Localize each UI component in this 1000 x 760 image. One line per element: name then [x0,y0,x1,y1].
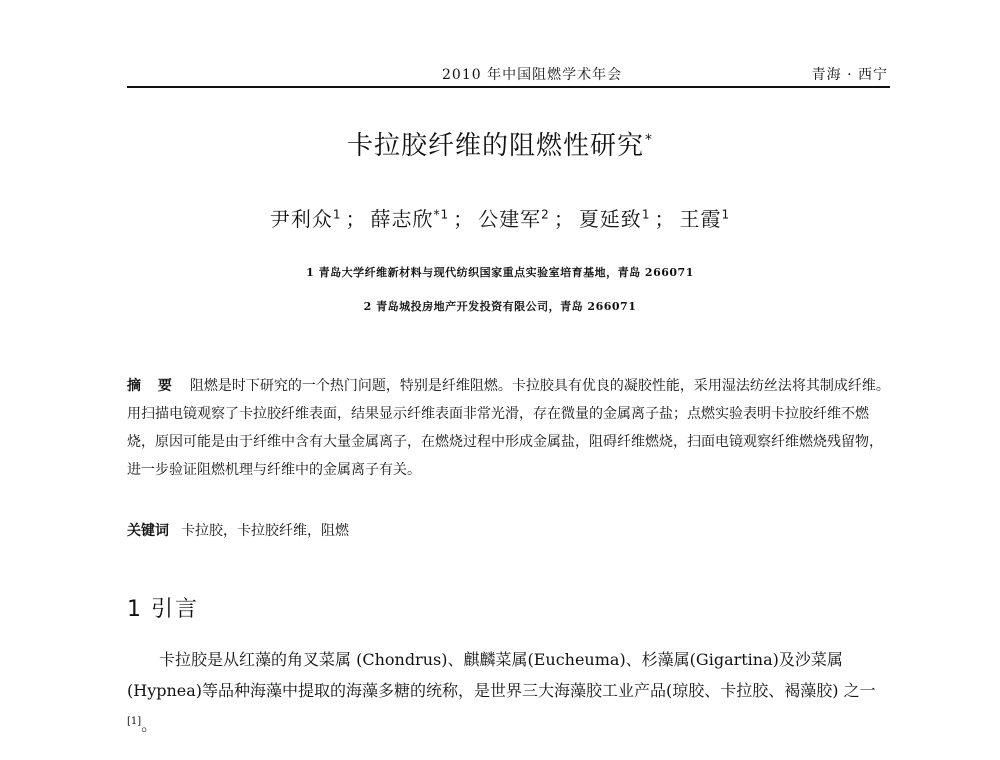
author-list [0,203,1000,232]
keywords-label: 关键词 [127,523,169,539]
author-affiliation-mark: 1 [641,207,651,222]
conference-name: 2010 年中国阻燃学术年会 [442,67,623,83]
paper-title-text: 卡拉胶纤维的阻燃性研究 [346,131,644,161]
author-affiliation-mark: 2 [541,207,550,222]
author-name: 王霞 [679,207,722,231]
citation-reference: [1] [127,716,142,727]
abstract-label: 摘 要 [127,378,178,394]
keywords [127,519,890,543]
paper-title [0,125,1000,162]
author-separator: ； [654,207,676,231]
author-affiliation-mark: 1 [332,207,342,222]
section-heading [127,592,199,623]
conference-location: 青海 · 西宁 [811,67,888,83]
section-number: 1 [127,597,143,622]
author-name: 夏延致 [578,207,642,231]
title-footnote-mark: * [645,132,653,149]
author-name: 尹利众 [269,207,333,231]
intro-text: 卡拉胶是从红藻的角叉菜属 (Chondrus)、麒麟菜属(Eucheuma)、杉藻属(Gigartina)及沙菜属(Hypnea)等品种海藻中提取的海藻多糖的统称，是世界三大海藻胶工业产品(琼胶、卡拉胶、褐藻胶) 之一 [127,650,876,700]
keywords-text: 卡拉胶，卡拉胶纤维，阻燃 [181,523,349,539]
author-affiliation-mark: *1 [433,207,450,222]
header-rule [127,86,890,88]
section-title: 引言 [151,597,200,622]
affiliation-1: 1 青岛大学纤维新材料与现代纺织国家重点实验室培育基地，青岛 266071 [306,266,694,279]
abstract [127,372,890,484]
running-header [127,60,890,96]
author-separator: ； [345,207,367,231]
author-separator: ； [553,207,575,231]
author-affiliation-mark: 1 [721,207,731,222]
author-name: 公建军 [478,207,542,231]
author-name: 薛志欣 [370,207,434,231]
abstract-text: 阻燃是时下研究的一个热门问题，特别是纤维阻燃。卡拉胶具有优良的凝胶性能，采用湿法纺丝法将其制成纤维。用扫描电镜观察了卡拉胶纤维表面，结果显示纤维表面非常光滑，存在微量的金属离子盐；点燃实验表明卡拉胶纤维不燃烧，原因可能是由于纤维中含有大量金属离子，在燃烧过程中形成金属盐，阻碍纤维燃烧，扫面电镜观察纤维燃烧残留物，进一步验证阻燃机理与纤维中的金属离子有关。 [127,378,890,478]
author-separator: ； [453,207,475,231]
affiliation-2: 2 青岛城投房地产开发投资有限公司，青岛 266071 [363,300,637,313]
intro-paragraph [127,644,890,740]
intro-end-punct: 。 [141,715,158,735]
